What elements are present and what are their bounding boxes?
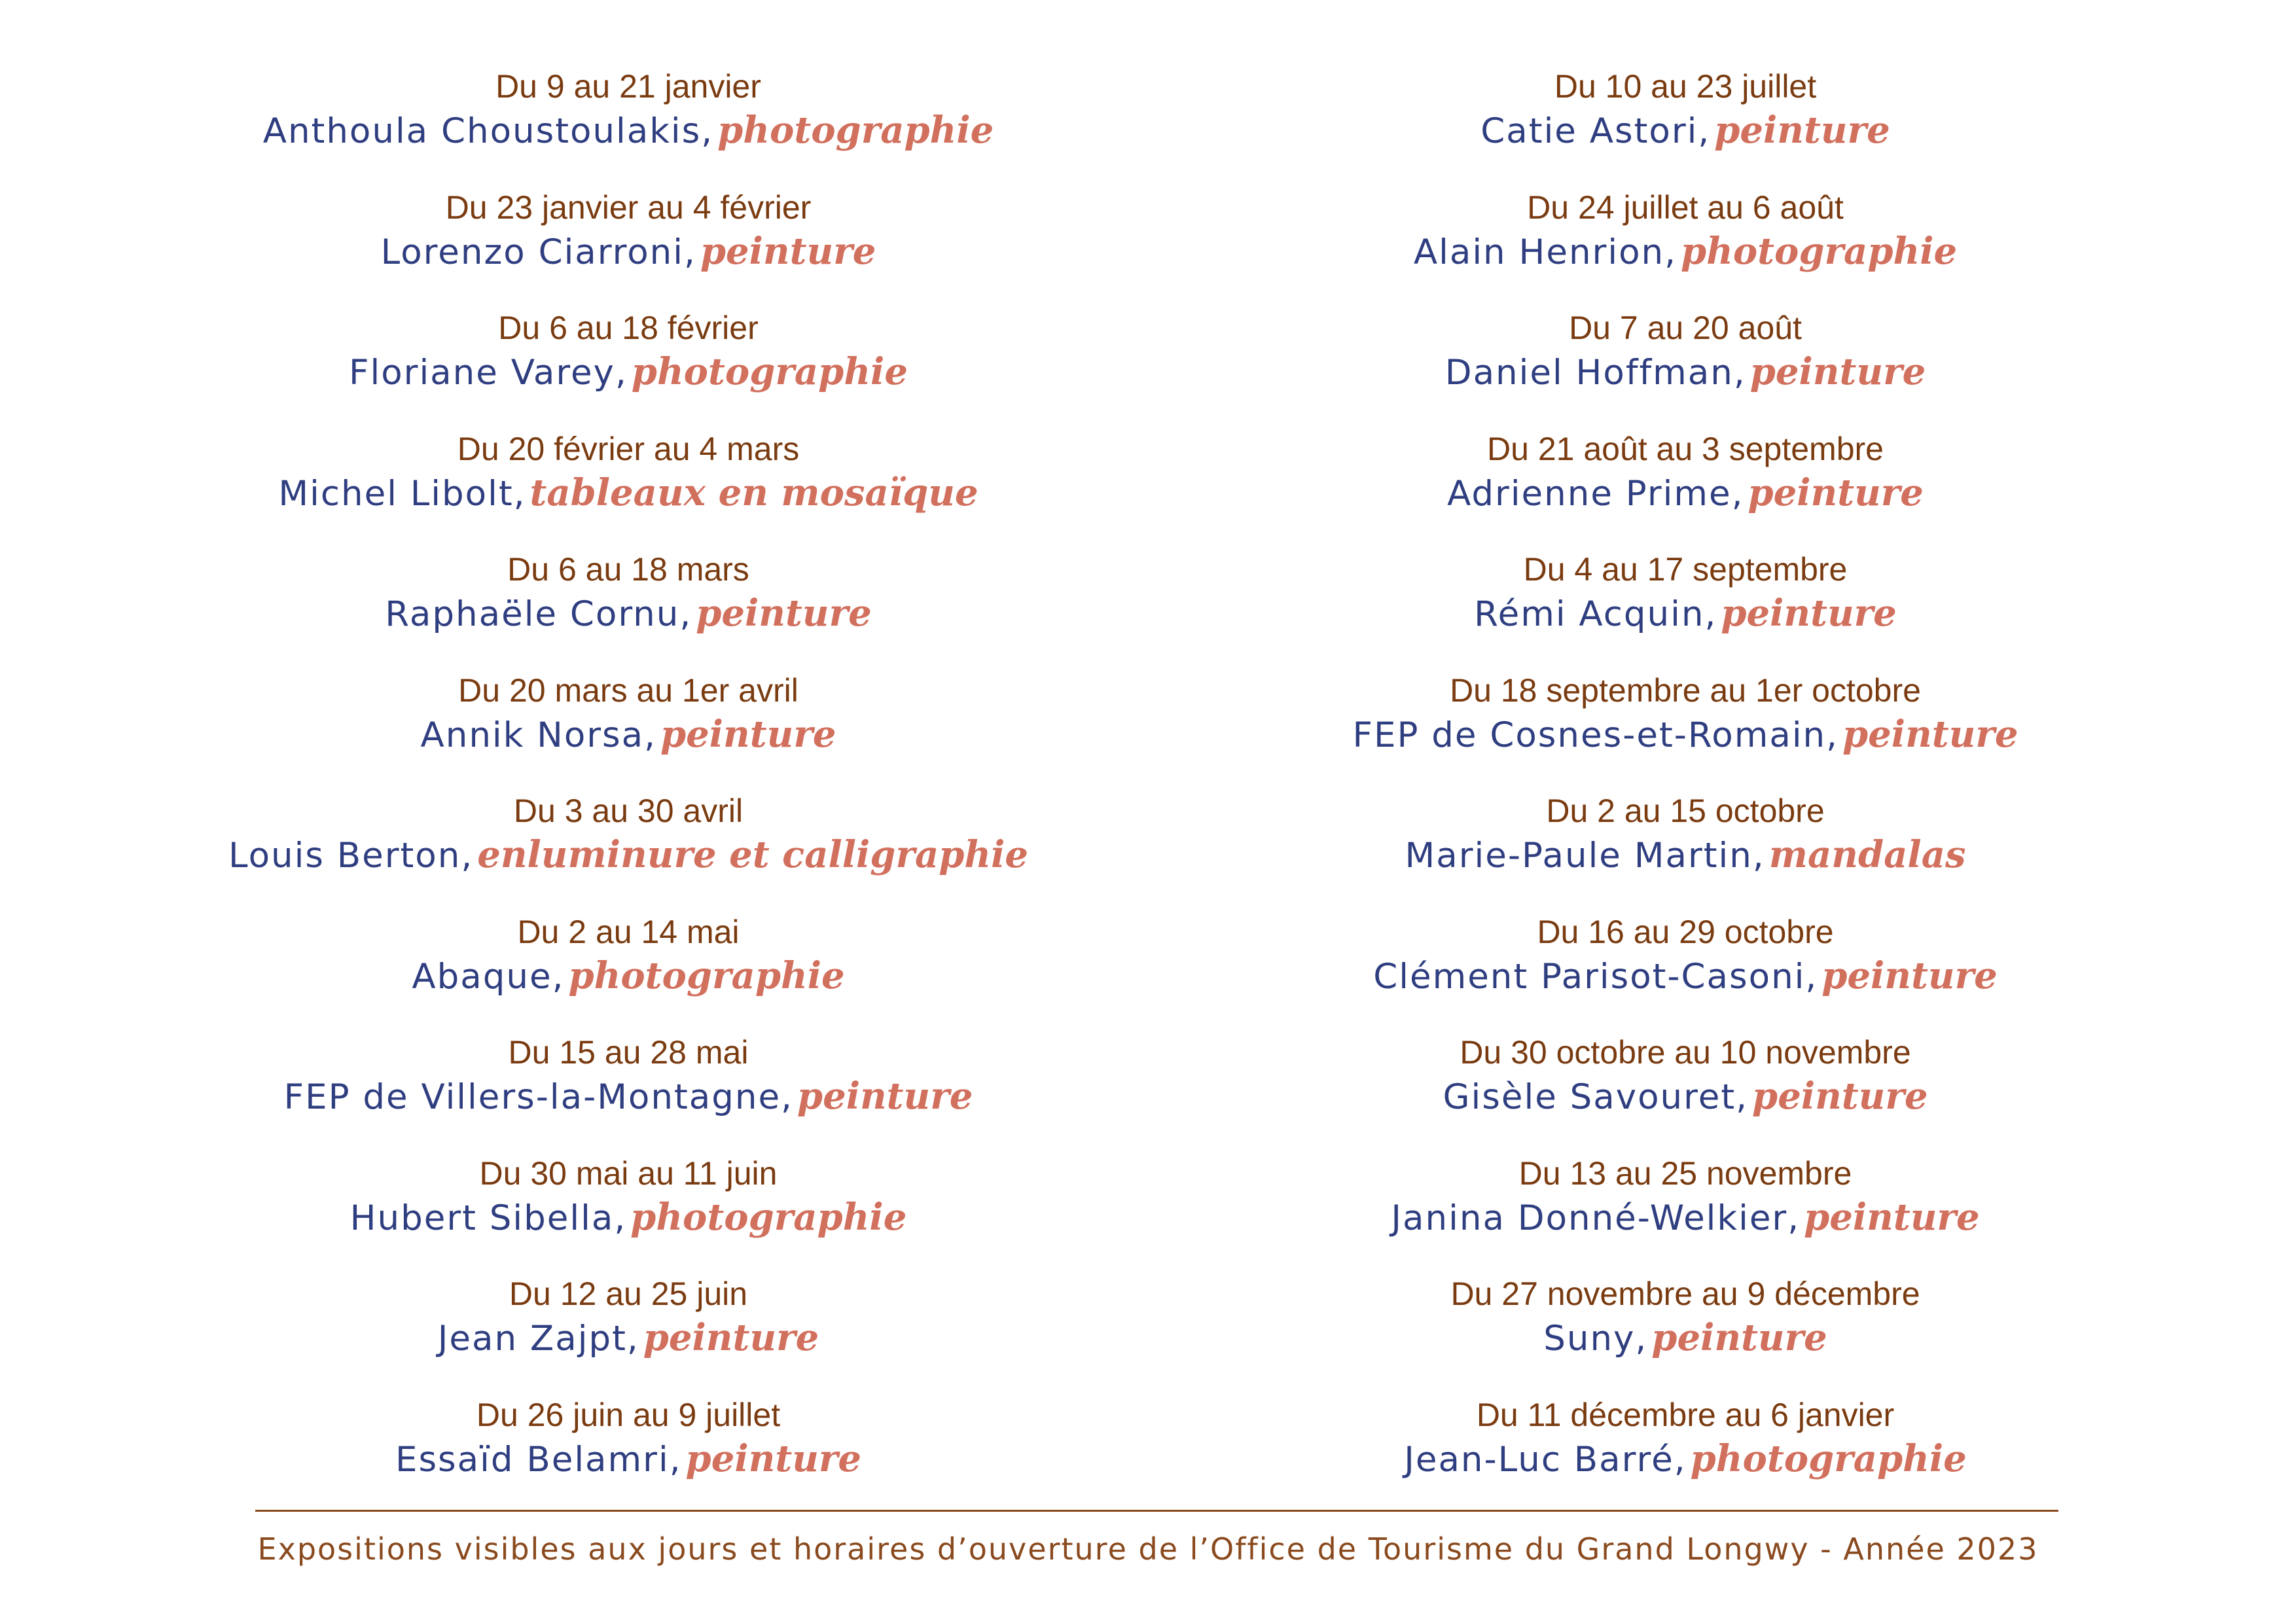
artist-name: Annik Norsa (420, 715, 645, 755)
artist-name: Janina Donné-Welkier (1391, 1198, 1788, 1238)
exhibition-medium: peinture (1749, 350, 1926, 393)
exhibition-dates: Du 30 mai au 11 juin (479, 1154, 778, 1192)
exhibition-medium: peinture (696, 592, 872, 635)
separator: , (615, 353, 626, 393)
exhibition-dates: Du 20 mars au 1er avril (458, 671, 798, 709)
exhibition-line (278, 472, 978, 524)
separator: , (1704, 594, 1716, 634)
exhibition-medium: peinture (700, 229, 876, 273)
exhibition-entry (228, 780, 1028, 901)
exhibition-entry (349, 297, 908, 418)
exhibition-list-right (1175, 56, 2196, 1505)
exhibition-dates: Du 16 au 29 octobre (1537, 913, 1834, 950)
exhibition-medium: mandalas (1768, 833, 1966, 876)
separator: , (684, 232, 695, 272)
exhibition-entry (350, 1143, 907, 1264)
exhibition-dates: Du 2 au 15 octobre (1546, 793, 1825, 829)
separator: , (626, 1319, 638, 1359)
separator: , (1635, 1319, 1647, 1359)
artist-name: Floriane Varey (349, 353, 615, 393)
exhibition-entry (1405, 780, 1965, 901)
exhibition-dates: Du 12 au 25 juin (509, 1275, 748, 1312)
artist-name: FEP de Cosnes-et-Romain (1352, 715, 1827, 755)
exhibition-dates: Du 30 octobre au 10 novembre (1460, 1034, 1911, 1071)
exhibition-line (350, 1196, 907, 1248)
exhibition-entry (1352, 660, 2018, 781)
separator: , (1736, 1077, 1748, 1117)
exhibition-line (1447, 472, 1924, 524)
separator: , (701, 111, 713, 151)
artist-name: Michel Libolt (278, 473, 514, 514)
exhibition-entry (278, 418, 978, 539)
exhibition-medium: peinture (1721, 592, 1897, 635)
exhibition-entry (420, 660, 836, 781)
exhibition-entry (1443, 1022, 1928, 1143)
exhibition-medium: peinture (1714, 109, 1890, 152)
separator: , (1674, 1439, 1685, 1480)
exhibition-dates: Du 6 au 18 février (498, 310, 759, 346)
exhibition-line (385, 592, 871, 644)
exhibition-entry (412, 901, 844, 1022)
separator: , (669, 1439, 681, 1480)
exhibition-entry (1447, 418, 1924, 539)
exhibition-entry (1450, 1263, 1920, 1384)
exhibition-line (438, 1317, 819, 1368)
separator: , (552, 956, 564, 997)
exhibition-line (349, 351, 908, 402)
footer-divider (255, 1510, 2058, 1512)
separator: , (1805, 956, 1817, 997)
exhibition-medium: photographie (568, 954, 845, 997)
exhibition-line (1543, 1317, 1827, 1368)
artist-name: Daniel Hoffman (1444, 353, 1734, 393)
exhibition-dates: Du 11 décembre au 6 janvier (1476, 1396, 1895, 1433)
artist-name: Rémi Acquin (1474, 594, 1705, 634)
separator: , (1698, 111, 1710, 151)
exhibition-medium: peinture (1651, 1316, 1827, 1359)
separator: , (781, 1077, 792, 1117)
exhibition-line (228, 834, 1028, 885)
artist-name: Suny (1543, 1319, 1636, 1359)
exhibition-dates: Du 21 août au 3 septembre (1487, 430, 1884, 467)
separator: , (1787, 1198, 1799, 1238)
artist-name: Lorenzo Ciarroni (380, 232, 685, 272)
exhibition-medium: peinture (1748, 471, 1924, 514)
exhibition-line (1404, 1438, 1967, 1489)
exhibition-entry (1474, 539, 1897, 660)
exhibition-line (1443, 1075, 1928, 1127)
exhibition-medium: photographie (1690, 1436, 1967, 1480)
artist-name: Raphaële Cornu (385, 594, 680, 634)
separator: , (1731, 473, 1743, 514)
separator: , (513, 473, 525, 514)
exhibition-dates: Du 6 au 18 mars (507, 551, 749, 588)
exhibition-entry (263, 56, 994, 177)
artist-name: Jean-Luc Barré (1404, 1439, 1674, 1480)
artist-name: FEP de Villers-la-Montagne (283, 1077, 781, 1117)
artist-name: Hubert Sibella (350, 1198, 615, 1238)
artist-name: Jean Zajpt (437, 1319, 627, 1359)
exhibition-dates: Du 23 janvier au 4 février (445, 188, 812, 226)
exhibition-line (263, 109, 994, 161)
exhibition-dates: Du 15 au 28 mai (508, 1034, 749, 1071)
exhibition-line (1480, 109, 1890, 161)
exhibition-line (284, 1075, 973, 1127)
exhibition-medium: peinture (1821, 954, 1998, 997)
exhibition-line (381, 230, 876, 282)
exhibition-dates: Du 2 au 14 mai (517, 913, 740, 950)
artist-name: Abaque (412, 956, 552, 997)
exhibition-entry (438, 1263, 819, 1384)
exhibition-medium: photographie (1680, 229, 1958, 273)
artist-name: Catie Astori (1480, 111, 1698, 151)
exhibition-list-left (118, 56, 1139, 1505)
exhibition-entry (395, 1384, 861, 1505)
exhibition-dates: Du 24 juillet au 6 août (1527, 188, 1844, 226)
exhibition-entry (284, 1022, 973, 1143)
separator: , (1733, 353, 1745, 393)
artist-name: Essaïd Belamri (395, 1439, 670, 1480)
exhibition-medium: tableaux en mosaïque (529, 471, 978, 514)
exhibition-medium: photographie (631, 350, 908, 393)
exhibition-line (395, 1438, 861, 1489)
exhibition-dates: Du 13 au 25 novembre (1518, 1154, 1852, 1192)
artist-name: Alain Henrion (1413, 232, 1665, 272)
exhibition-dates: Du 4 au 17 septembre (1523, 551, 1848, 588)
exhibition-medium: photographie (630, 1195, 907, 1239)
exhibition-medium: peinture (797, 1075, 973, 1118)
exhibition-medium: peinture (1804, 1195, 1980, 1239)
exhibition-medium: photographie (717, 109, 994, 152)
exhibition-entry (1404, 1384, 1967, 1505)
artist-name: Marie-Paule Martin (1405, 836, 1753, 876)
exhibition-entry (1480, 56, 1890, 177)
exhibition-dates: Du 3 au 30 avril (513, 793, 744, 829)
exhibition-dates: Du 20 février au 4 mars (457, 430, 800, 467)
separator: , (679, 594, 691, 634)
exhibition-dates: Du 26 juin au 9 juillet (476, 1396, 781, 1433)
exhibition-line (1474, 592, 1897, 644)
exhibition-medium: peinture (1842, 712, 2018, 756)
exhibition-line (1445, 351, 1926, 402)
separator: , (1826, 715, 1838, 755)
separator: , (1664, 232, 1676, 272)
exhibition-line (412, 955, 844, 1007)
exhibition-medium: peinture (660, 712, 836, 756)
exhibition-line (1373, 955, 1998, 1007)
exhibition-medium: enluminure et calligraphie (477, 833, 1029, 876)
exhibition-medium: peinture (1752, 1075, 1928, 1118)
artist-name: Gisèle Savouret (1443, 1077, 1736, 1117)
exhibition-entry (1391, 1143, 1979, 1264)
artist-name: Adrienne Prime (1447, 473, 1732, 514)
exhibition-line (1352, 713, 2018, 765)
exhibition-entry (1445, 297, 1926, 418)
separator: , (461, 836, 473, 876)
exhibition-line (1405, 834, 1965, 885)
exhibition-dates: Du 18 septembre au 1er octobre (1450, 671, 1921, 709)
exhibition-entry (385, 539, 871, 660)
separator: , (644, 715, 655, 755)
exhibition-medium: peinture (685, 1436, 862, 1480)
artist-name: Louis Berton (228, 836, 461, 876)
exhibition-line (1391, 1196, 1979, 1248)
exhibition-entry (1414, 177, 1957, 298)
separator: , (614, 1198, 626, 1238)
separator: , (1752, 836, 1764, 876)
exhibition-dates: Du 7 au 20 août (1569, 310, 1802, 346)
exhibition-entry (1373, 901, 1998, 1022)
exhibition-medium: peinture (643, 1316, 819, 1359)
exhibition-entry (381, 177, 876, 298)
exhibition-dates: Du 10 au 23 juillet (1554, 68, 1817, 105)
footer-note: Expositions visibles aux jours et horaires d’ouverture de l’Office de Tourisme du Grand Longwy - Année 2023 (257, 1531, 2039, 1567)
exhibition-dates: Du 27 novembre au 9 décembre (1450, 1275, 1920, 1312)
artist-name: Anthoula Choustoulakis (262, 111, 702, 151)
exhibition-line (420, 713, 836, 765)
artist-name: Clément Parisot-Casoni (1373, 956, 1806, 997)
exhibition-dates: Du 9 au 21 janvier (495, 68, 761, 105)
exhibition-line (1414, 230, 1957, 282)
